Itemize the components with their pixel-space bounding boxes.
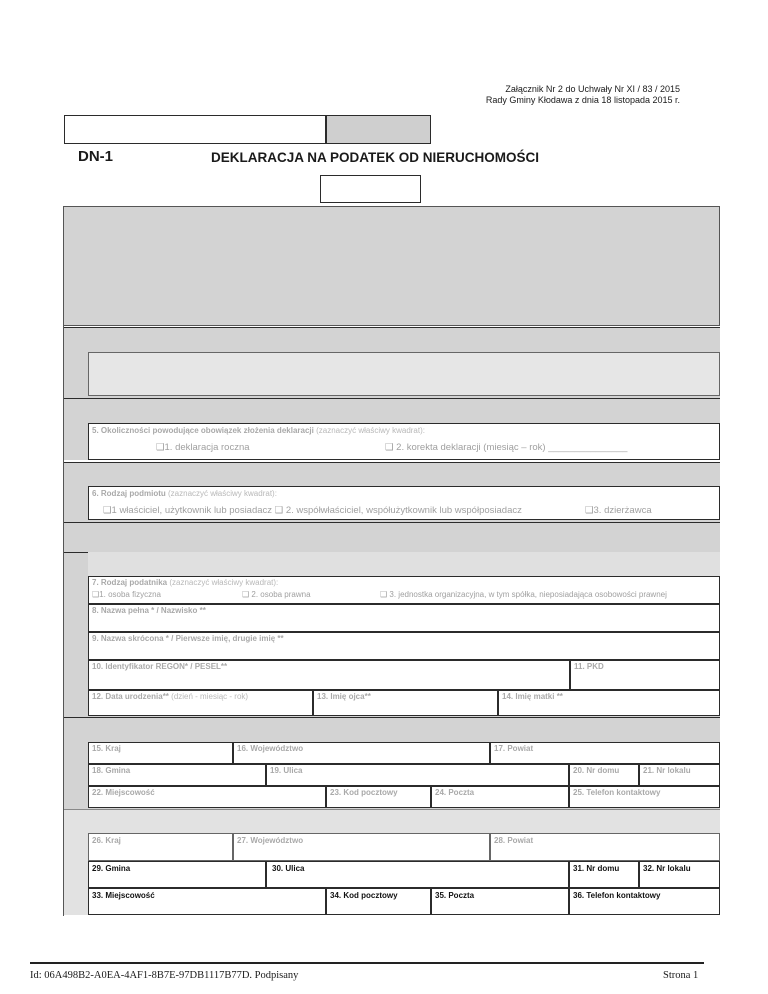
field-19-label: 19. Ulica [270, 766, 303, 775]
field-30-box[interactable] [266, 861, 569, 888]
option-organizational-unit[interactable]: ❑ 3. jednostka organizacyjna, w tym spółka, nieposiadająca osobowości prawnej [380, 590, 667, 599]
field-7-label: 7. Rodzaj podatnika (zaznaczyć właściwy kwadrat): [92, 578, 279, 587]
field-24-label: 24. Poczta [435, 788, 475, 797]
annex-line-1: Załącznik Nr 2 do Uchwały Nr XI / 83 / 2015 [505, 84, 680, 94]
tax-authority-field[interactable] [88, 352, 720, 396]
field-19-box[interactable] [266, 764, 569, 786]
field-6-label: 6. Rodzaj podmiotu (zaznaczyć właściwy kwadrat): [92, 489, 277, 498]
field-26-label: 26. Kraj [92, 836, 121, 845]
field-27-label: 27. Województwo [237, 836, 304, 845]
field-29-label: 29. Gmina [92, 864, 131, 873]
annex-header [486, 84, 680, 106]
field-21-label: 21. Nr lokalu [643, 766, 691, 775]
field-14-label: 14. Imię matki ** [502, 692, 563, 701]
option-legal-person[interactable]: ❑ 2. osoba prawna [242, 590, 311, 599]
option-annual-declaration[interactable]: ❑1. deklaracja roczna [156, 442, 250, 453]
field-30-label: 30. Ulica [272, 864, 305, 873]
instructions-block [63, 206, 720, 326]
option-correction-declaration[interactable]: ❑ 2. korekta deklaracji (miesiąc – rok) _______________ [385, 442, 628, 453]
field-23-label: 23. Kod pocztowy [330, 788, 398, 797]
field-36-label: 36. Telefon kontaktowy [573, 891, 661, 900]
field-22-label: 22. Miejscowość [92, 788, 155, 797]
field-28-label: 28. Powiat [494, 836, 534, 845]
field-16-label: 16. Województwo [237, 744, 304, 753]
field-34-label: 34. Kod pocztowy [330, 891, 398, 900]
field-10-label: 10. Identyfikator REGON* / PESEL** [92, 662, 228, 671]
page-number: Strona 1 [663, 970, 699, 981]
field-18-label: 18. Gmina [92, 766, 131, 775]
form-title: DEKLARACJA NA PODATEK OD NIERUCHOMOŚCI [211, 150, 540, 165]
field-33-label: 33. Miejscowość [92, 891, 155, 900]
field-11-label: 11. PKD [574, 662, 604, 671]
field-35-label: 35. Poczta [435, 891, 475, 900]
field-25-label: 25. Telefon kontaktowy [573, 788, 661, 797]
section-d1-subheader [88, 552, 720, 576]
footer-rule [30, 962, 704, 964]
field-17-label: 17. Powiat [494, 744, 534, 753]
field-15-label: 15. Kraj [92, 744, 121, 753]
taxpayer-id-box[interactable] [64, 115, 326, 144]
field-8-label: 8. Nazwa pełna * / Nazwisko ** [92, 606, 206, 615]
document-id: Id: 06A498B2-A0EA-4AF1-8B7E-97DB1117B77D. Podpisany [30, 970, 299, 981]
form-status-box [326, 115, 431, 144]
field-20-label: 20. Nr domu [573, 766, 620, 775]
field-13-label: 13. Imię ojca** [317, 692, 371, 701]
field-31-label: 31. Nr domu [573, 864, 620, 873]
option-lessee[interactable]: ❑3. dzierżawca [585, 505, 652, 516]
annex-line-2: Rady Gminy Kłodawa z dnia 18 listopada 2015 r. [485, 95, 680, 105]
field-12-label: 12. Data urodzenia** (dzień - miesiąc - rok) [92, 692, 249, 701]
form-code: DN-1 [78, 148, 114, 165]
year-box[interactable] [320, 175, 421, 203]
option-natural-person[interactable]: ❑1. osoba fizyczna [92, 590, 161, 599]
field-9-label: 9. Nazwa skrócona * / Pierwsze imię, drugie imię ** [92, 634, 284, 643]
field-5-label: 5. Okoliczności powodujące obowiązek złożenia deklaracji (zaznaczyć właściwy kwadrat): [92, 426, 425, 435]
option-owner-coowner[interactable]: ❑1 właściciel, użytkownik lub posiadacz ❑ 2. współwłaściciel, współużytkownik lub współposiadacz [103, 505, 522, 516]
field-32-label: 32. Nr lokalu [643, 864, 691, 873]
